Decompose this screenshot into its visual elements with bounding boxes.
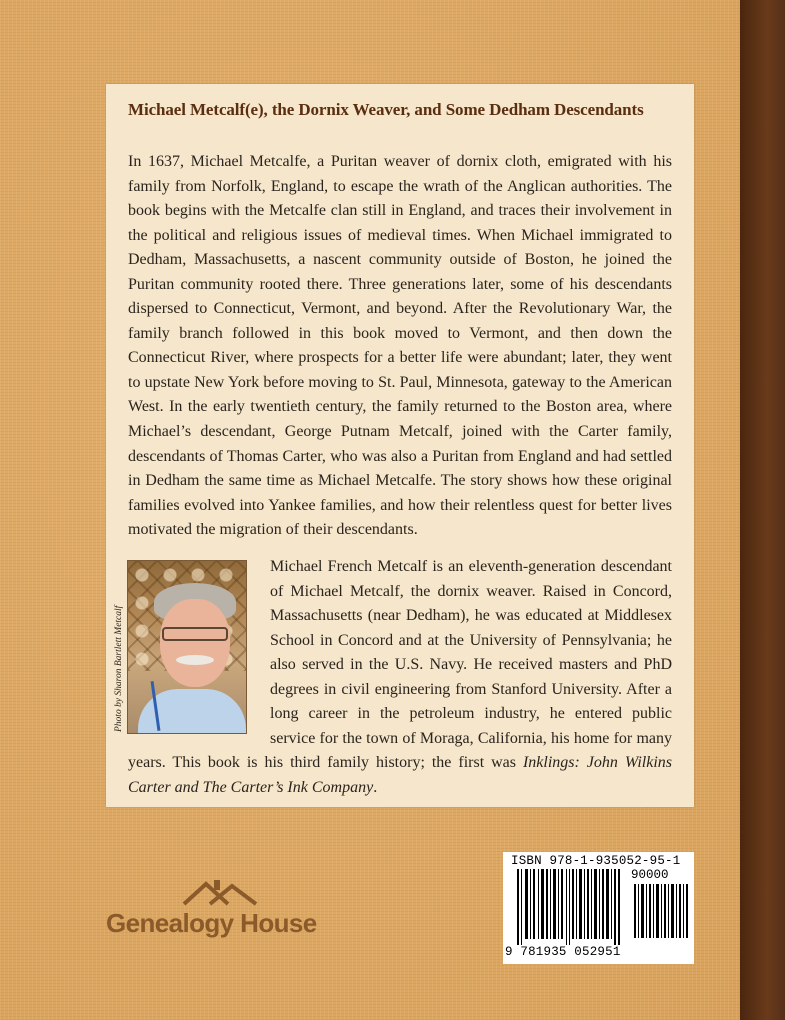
author-bio-text: Michael French Metcalf is an eleventh-generation descendant of Michael Metcalf, the dornix weaver. Raised in Concord, Massachusetts (near Dedham), he was educated at Middlesex School in Concord and at the University of Pennsylvania; he also served in the U.S. Navy. He received masters and PhD degrees in civil engineering from Stanford University. After a long career in the petroleum industry, he entered public service for the town of Moraga, California, his home for many years. This book is his third family history; the first was [128, 558, 672, 772]
ean-number: 9 781935 052951 [505, 945, 621, 959]
previous-book-title: Inklings: John Wilkins Carter and The Carter’s Ink Company [128, 754, 672, 796]
publisher-name: Genealogy House [106, 908, 317, 938]
house-roof-icon [180, 876, 260, 912]
book-spine [740, 0, 785, 1020]
isbn-barcode [503, 852, 694, 964]
price-bars [633, 884, 689, 938]
photo-credit: Photo by Sharon Bartlett Metcalf [114, 605, 124, 732]
publisher-logo [106, 876, 317, 946]
author-bio [128, 555, 672, 800]
price-code: 90000 [631, 868, 669, 882]
author-bio-end: . [373, 778, 378, 796]
ean-bars [515, 869, 623, 945]
isbn-number: ISBN 978-1-935052-95-1 [511, 854, 681, 868]
book-summary: In 1637, Michael Metcalfe, a Puritan weaver of dornix cloth, emigrated with his family from Norfolk, England, to escape the wrath of the Anglican authorities. The book begins with the Metcalfe clan still in England, and traces their involvement in the political and religious issues of medieval times. When Michael immigrated to Dedham, Massachusetts, a nascent community outside of Boston, he joined the Puritan community rooted there. Three generations later, some of his descendants dispersed to Connecticut, Vermont, and beyond. After the Revolutionary War, the family branch followed in this book moved to Vermont, and then down the Connecticut River, where prospects for a better life were abundant; later, they went to upstate New York before moving to St. Paul, Minnesota, gateway to the American West. In the early twentieth century, the family returned to the Boston area, where Michael’s descendant, George Putnam Metcalf, joined with the Carter family, descendants of Thomas Carter, who was also a Puritan from England and had settled in Dedham the same time as Michael Metcalfe. The story shows how these original families evolved into Yankee families, and how their relentless quest for better lives motivated the migration of their descendants. [128, 153, 672, 539]
book-title: Michael Metcalf(e), the Dornix Weaver, and Some Dedham Descendants [128, 100, 644, 119]
